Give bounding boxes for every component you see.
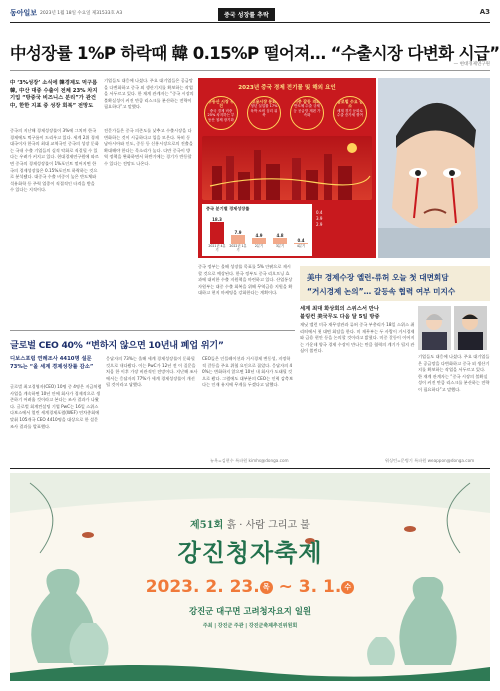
side-headline-2: “거시경제 논의”… 갈등속 협력 여부 미지수 xyxy=(307,287,456,296)
infographic xyxy=(198,78,376,258)
side-body: 재닛 옐런 미국 재무장관과 류허 중국 부총리가 18일 스위스 취리히에서 첫 대면 회담을 한다. 미 재무부는 두 사람이 거시경제와 금융 현안 등을 논의할 것이라고 밝혔다. 미중 갈등이 이어지는 가운데 양국 경제 수장이 만나는 만큼 협력의 계기가 될지 관심이 쏠린다. xyxy=(300,322,415,354)
lead-headline: 中성장률 1%P 하락때 韓 0.15%P 떨어져… “수출시장 다변화 시급” xyxy=(10,44,500,63)
ad-date: 2023. 2. 23. 목 ~ 3. 1. 수 xyxy=(10,577,490,597)
bar-category-label: 2021년 4분기 xyxy=(208,244,226,252)
factor-circle: 고용시장 둔화 청년 실업률 17% 육박 소비 심리 위축 xyxy=(247,96,281,130)
subhead: 中 ‘3%성장’ 소식에 韓경제도 먹구름 xyxy=(10,80,98,86)
chart-title: 2023년 중국 경제 전기물 및 해외 요인 xyxy=(238,85,336,91)
newspaper-logo: 동아일보 xyxy=(10,8,38,17)
chart-panel xyxy=(202,204,312,256)
bar-category-label: 4분기 xyxy=(296,244,306,248)
bar-value-label: 18.3 xyxy=(212,217,222,222)
city-illustration xyxy=(202,136,372,200)
bar-value-label: 7.9 xyxy=(234,229,242,235)
side-body-2: 기업들도 대응에 나섰다. 주요 대기업들은 공급망을 다변화하고 중국 외 생산기지를 확보하는 작업을 서두르고 있다. 한 재계 관계자는 “중국 시장의 불확실성이 커진 만큼 리스크를 분산하는 전략이 필요하다”고 말했다. xyxy=(418,354,490,392)
side-subhead: 세계 최대 화상회의 스위스서 만나 xyxy=(300,306,380,312)
portrait-photo-icon xyxy=(418,306,488,350)
lead-body-col2: 전문가들은 중국 의존도를 낮추고 수출시장을 다변화하는 것이 시급하다고 입을 모은다. 특히 동남아시아와 인도, 중동 등 신흥시장으로의 진출을 확대해야 한다는 목소리가 높다. 다만 중국이 방역 정책을 완화하면서 하반기에는 경기가 반등할 수 있다는 전망도 나온다. xyxy=(104,128,193,166)
chart-bar xyxy=(210,222,224,244)
bar-value-label: 0.4 xyxy=(297,238,305,243)
lead-body-col1: 중국의 지난해 경제성장률이 3%에 그치며 한국 경제에도 먹구름이 드리우고 있다. 세계 2위 경제대국이자 한국의 최대 교역국인 중국의 성장 둔화는 국내 수출 기업들의 실적 악화로 직결될 수 있다는 우려가 커지고 있다. 현대경제연구원에 따르면 중국의 경제성장률이 1%포인트 떨어지면 한국의 경제성장률은 0.15%포인트 하락하는 것으로 분석됐다. 대중국 수출 비중이 높은 반도체와 석유화학 등 주력 업종이 직접적인 타격을 받을 수 있다는 지적이다. xyxy=(10,128,99,193)
divider xyxy=(10,70,490,71)
city-skyline-icon xyxy=(202,136,372,200)
factor-circle: 글로벌 수요 감소 세계 경기 둔화로 수출 증가세 꺾여 xyxy=(333,96,367,130)
ad-place: 강진군 대구면 고려청자요지 일원 xyxy=(188,606,311,616)
ad-host: 주최 | 강진군 주관 | 강진군축제추진위원회 xyxy=(202,623,298,629)
person-illustration-icon xyxy=(378,78,490,258)
festival-ad xyxy=(10,473,490,681)
lead-credit: — 현대경제연구원 xyxy=(453,62,490,67)
second-deck: 디보스포럼 연례조사 4410명 설문 73%는 “올 세계 경제성장률 감소” xyxy=(10,356,94,370)
bar-category-label: 2022년 1분기 xyxy=(229,244,247,252)
masthead-rule xyxy=(10,22,490,23)
page-number: A3 xyxy=(479,8,490,16)
second-body-col1: 글로벌 최고경영자(CEO) 10명 중 4명은 지금처럼 사업을 계속하면 10년 안에 회사가 경제적으로 생존하기 어려울 것이라고 본다는 조사 결과가 나왔다. 글로벌 회계컨설팅 기업 PwC는 16일 스위스 다보스에서 열린 세계경제포럼(WEF) 연차총회에 맞춰 105개국 CEO 4410명을 대상으로 한 설문조사 결과를 발표했다. xyxy=(10,384,102,429)
bar-value-label: 4.9 xyxy=(255,233,263,239)
note-value: 0.4 xyxy=(316,210,323,215)
second-body-col2: 응답자의 73%는 올해 세계 경제성장률이 둔화될 것으로 내다봤다. 이는 PwC가 12년 전 이 질문을 처음 한 이후 가장 비관적인 전망이다. 지난해 조사에서는 응답자의 77%가 세계 경제성장률이 개선될 것이라고 답했다. xyxy=(106,356,198,388)
subhead: 中, 한한 지표 중 성장 회복” 전망도 xyxy=(10,102,94,109)
portrait-photos xyxy=(418,306,488,350)
bar-category-label: 2분기 xyxy=(254,244,264,248)
masthead xyxy=(10,7,490,21)
ad-subtitle: 제51회 흙 · 사람 그리고 불 xyxy=(190,520,310,531)
factor-circle: 부동산 시장 부진 중국 경제 비중 25% 차지하는 부동산 침체 장기화 xyxy=(204,96,238,130)
second-body-col3: CEO들은 인플레이션과 거시경제 변동성, 지정학적 갈등을 주요 위협 요인으로 꼽았다. 응답자의 40%는 변화하지 않으면 10년 내 회사가 도태될 것으로 봤다. 그럼에도 대부분의 CEO는 인력 감축보다는 인재 유지에 무게를 두겠다고 답했다. xyxy=(202,356,293,388)
divider xyxy=(10,330,295,331)
ad-rule xyxy=(10,468,490,469)
subhead: 韓, 中산 대중 수출이 전체 23% 차지 xyxy=(10,87,98,94)
illustration xyxy=(378,78,490,258)
bar-value-label: 4.8 xyxy=(276,233,284,239)
side-subhead: 블링컨 美국무도 다음 달 5일 방중 xyxy=(300,313,380,320)
chart-notes xyxy=(316,210,372,228)
bar-category-label: 3분기 xyxy=(275,244,285,248)
weekday-badge: 수 xyxy=(341,581,354,594)
lead-subheads xyxy=(10,80,102,110)
side-subheads xyxy=(300,306,410,321)
chart-bar xyxy=(231,235,245,244)
chart-panel-title: 중국 분기별 경제성장률 xyxy=(206,206,250,211)
subhead: 기업 “방중국 비즈니스 분리”가 관건 xyxy=(10,95,96,102)
second-byline: 뉴욕=김현수 특파원 kimhs@donga.com xyxy=(210,458,289,463)
issue-meta: 2023년 1월 18일 수요일 제31533호 A3 xyxy=(40,11,123,16)
bar-area xyxy=(204,212,310,256)
section-label: 중국 성장률 추락 xyxy=(218,8,275,21)
factor-circle: 미중 갈등 격화 반도체 수출 규제 등 공급망 재편 가속화 xyxy=(290,96,324,130)
ad-title: 강진청자축제 xyxy=(177,538,323,567)
side-headline: 美中 경제수장 옐런-류허 오늘 첫 대면회담 xyxy=(307,273,449,282)
side-byline: 워싱턴=문병기 특파원 weappon@donga.com xyxy=(385,458,475,463)
side-headline-box xyxy=(300,266,490,301)
lead-body-top: 기업들도 대응에 나섰다. 주요 대기업들은 공급망을 다변화하고 중국 외 생산기지를 확보하는 작업을 서두르고 있다. 한 재계 관계자는 “중국 시장의 불확실성이 커진 만큼 리스크를 분산하는 전략이 필요하다”고 말했다. xyxy=(104,78,194,110)
lead-body-col3: 중국 정부는 올해 성장률 목표를 5% 안팎으로 제시할 것으로 예상된다. 한국 정부도 중국 리오프닝 효과에 대비한 수출 지원책을 마련하고 있다. 산업통상자원부는 대중 수출 회복을 위해 무역금융 지원을 확대하고 현지 마케팅을 강화한다는 계획이다. xyxy=(198,264,293,296)
second-headline: 글로벌 CEO 40% “변하지 않으면 10년내 폐업 위기” xyxy=(10,340,224,351)
note-value: 3.9 xyxy=(316,216,323,221)
weekday-badge: 목 xyxy=(260,581,273,594)
note-value: 2.9 xyxy=(316,222,323,227)
